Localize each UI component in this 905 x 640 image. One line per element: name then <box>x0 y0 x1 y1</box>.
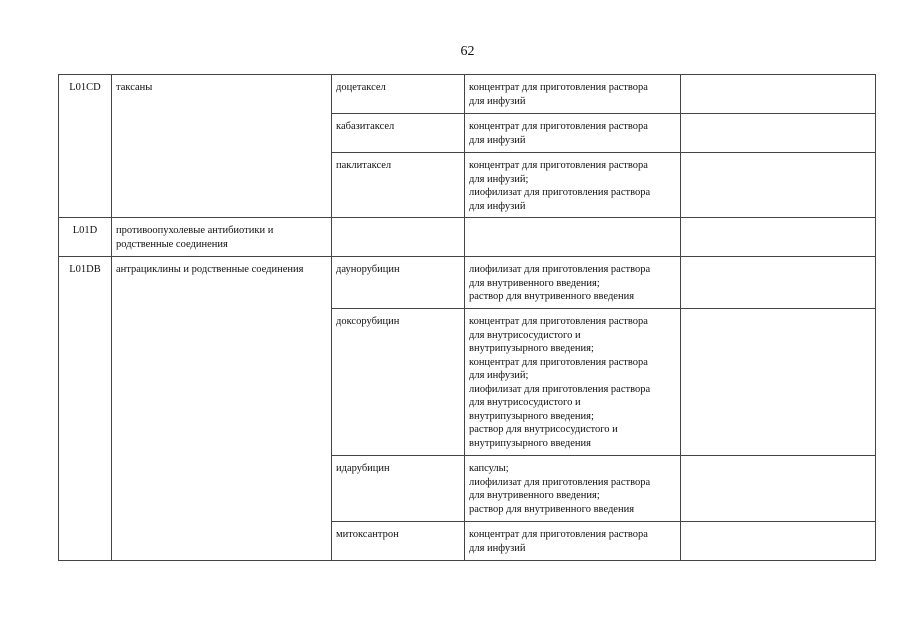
dosage-form-line: концентрат для приготовления раствора <box>469 121 648 132</box>
dosage-form-line: раствор для внутривенного введения <box>469 503 635 515</box>
dosage-form-line: концентрат для приготовления раствора <box>469 529 648 540</box>
drug-name: кабазитаксел <box>336 121 395 132</box>
drug-name-cell <box>332 257 465 309</box>
atc-group-line: таксаны <box>116 82 153 93</box>
atc-code-cell <box>59 218 112 257</box>
dosage-form-cell <box>465 75 681 114</box>
dosage-form-line: концентрат для приготовления раствора <box>469 356 648 368</box>
atc-code: L01CD <box>69 82 101 93</box>
dosage-form-line: капсулы; <box>469 463 509 474</box>
drug-name: митоксантрон <box>336 529 399 540</box>
dosage-form-line: лиофилизат для приготовления раствора <box>469 476 651 488</box>
dosage-form-line: внутрипузырного введения; <box>469 410 594 422</box>
dosage-form-line: лиофилизат для приготовления раствора <box>469 264 651 275</box>
dosage-form-cell <box>465 114 681 153</box>
atc-code: L01D <box>72 225 98 236</box>
dosage-form-line: для инфузий <box>469 200 526 212</box>
atc-code: L01DB <box>69 264 101 275</box>
dosage-form-cell <box>465 153 681 218</box>
drug-name-cell <box>332 309 465 456</box>
empty-cell <box>681 257 876 309</box>
empty-cell <box>681 153 876 218</box>
atc-group-line: родственные соединения <box>116 238 228 250</box>
drug-name: идарубицин <box>336 463 390 474</box>
empty-cell <box>332 218 465 257</box>
dosage-form-line: лиофилизат для приготовления раствора <box>469 187 651 198</box>
atc-group-cell <box>112 218 332 257</box>
drug-name-cell <box>332 522 465 561</box>
drug-name: доцетаксел <box>336 82 386 93</box>
table-row <box>59 218 876 257</box>
dosage-form-line: для инфузий; <box>469 173 529 185</box>
dosage-form-line: для инфузий; <box>469 370 529 381</box>
dosage-form-line: концентрат для приготовления раствора <box>469 316 648 327</box>
empty-cell <box>681 218 876 257</box>
dosage-form-cell <box>465 257 681 309</box>
empty-cell <box>681 456 876 522</box>
dosage-form-line: раствор для внутривенного введения <box>469 291 635 302</box>
dosage-form-line: для внутрисосудистого и <box>469 329 581 341</box>
dosage-form-line: раствор для внутрисосудистого и <box>469 424 618 435</box>
empty-cell <box>465 218 681 257</box>
dosage-form-line: внутрипузырного введения; <box>469 343 594 354</box>
empty-cell <box>681 114 876 153</box>
dosage-form-line: для инфузий <box>469 542 526 554</box>
dosage-form-line: для инфузий <box>469 134 526 146</box>
atc-code-cell <box>59 75 112 218</box>
atc-group-cell <box>112 75 332 218</box>
dosage-form-line: для инфузий <box>469 95 526 107</box>
atc-group-cell <box>112 257 332 561</box>
drug-name-cell <box>332 75 465 114</box>
dosage-form-cell <box>465 456 681 522</box>
drug-table <box>58 74 876 561</box>
empty-cell <box>681 75 876 114</box>
dosage-form-line: для внутрисосудистого и <box>469 397 581 408</box>
drug-name: доксорубицин <box>336 316 400 327</box>
dosage-form-line: для внутривенного введения; <box>469 277 600 289</box>
dosage-form-line: внутрипузырного введения <box>469 437 591 449</box>
drug-name: паклитаксел <box>336 160 392 171</box>
atc-group-line: антрациклины и родственные соединения <box>116 264 304 275</box>
dosage-form-line: для внутривенного введения; <box>469 490 600 501</box>
atc-group-line: противоопухолевые антибиотики и <box>116 225 274 236</box>
drug-name-cell <box>332 456 465 522</box>
dosage-form-line: концентрат для приготовления раствора <box>469 160 648 171</box>
drug-name-cell <box>332 153 465 218</box>
drug-name: даунорубицин <box>336 264 400 275</box>
drug-name-cell <box>332 114 465 153</box>
dosage-form-line: лиофилизат для приготовления раствора <box>469 383 651 395</box>
atc-code-cell <box>59 257 112 561</box>
table-row <box>59 75 876 114</box>
dosage-form-cell <box>465 522 681 561</box>
empty-cell <box>681 309 876 456</box>
table-row <box>59 257 876 309</box>
page-number: 62 <box>460 44 475 59</box>
dosage-form-line: концентрат для приготовления раствора <box>469 82 648 93</box>
empty-cell <box>681 522 876 561</box>
dosage-form-cell <box>465 309 681 456</box>
